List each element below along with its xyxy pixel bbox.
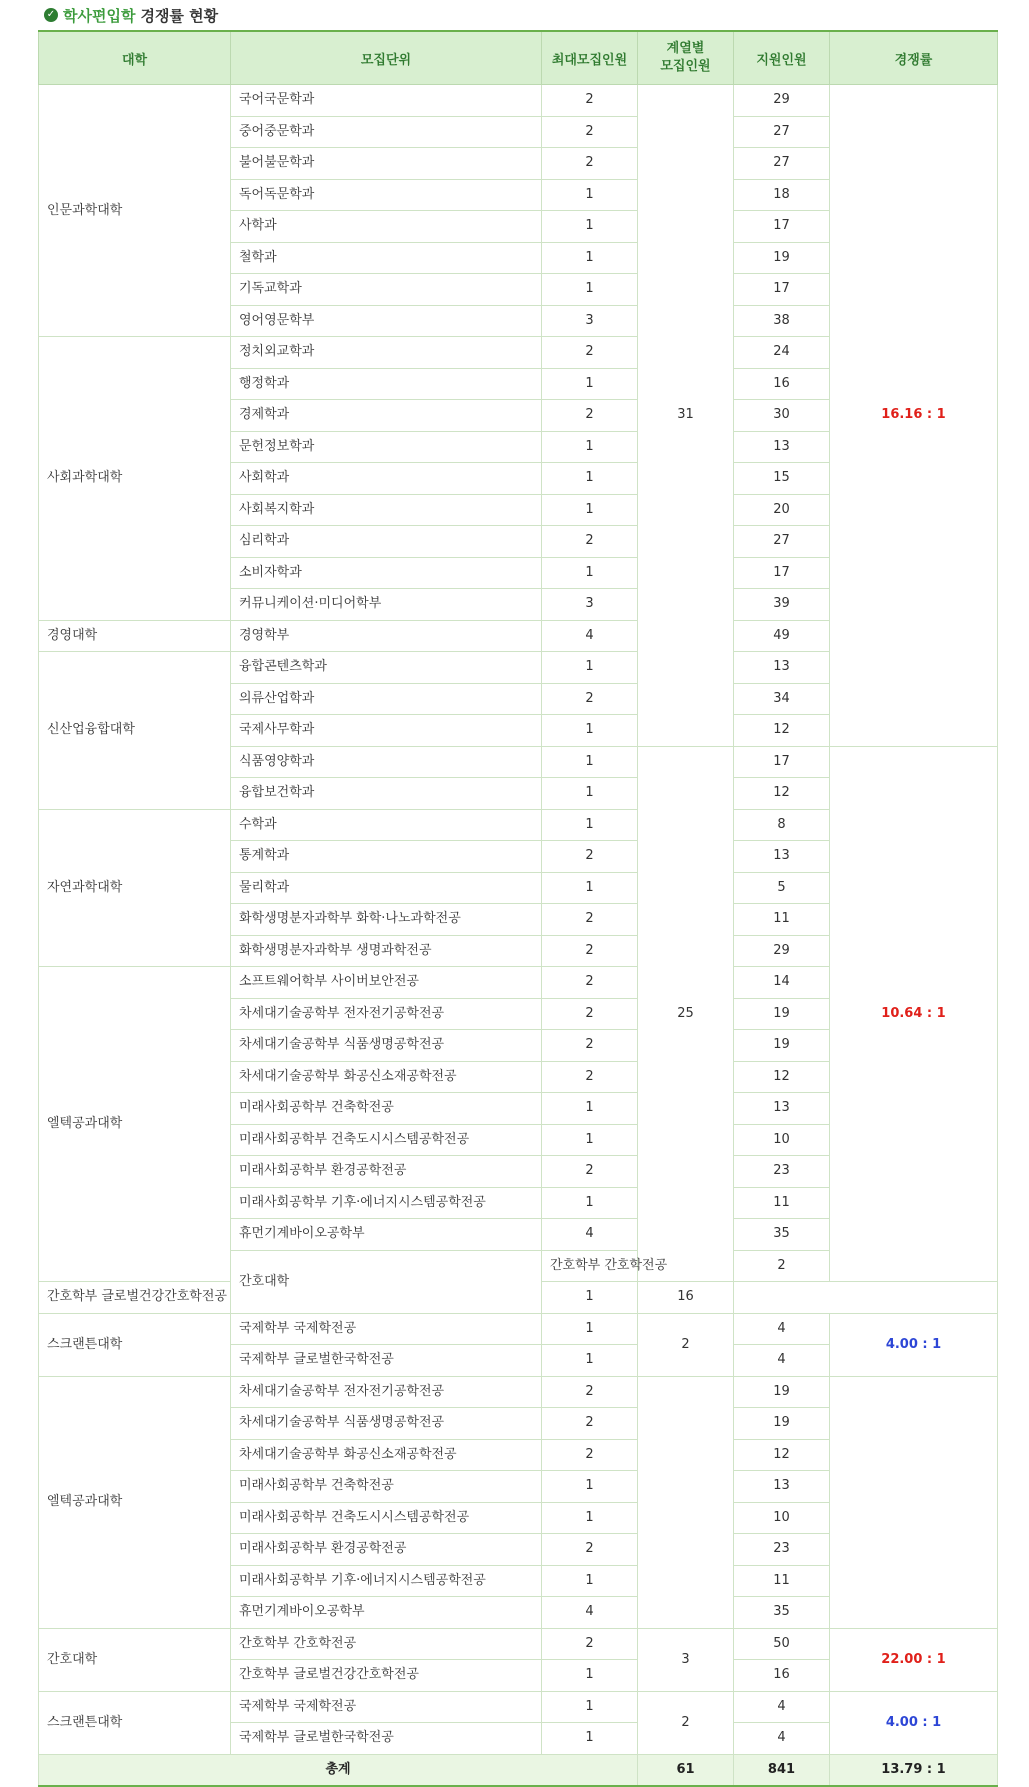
- unit-cell: 심리학과: [231, 526, 542, 558]
- unit-cell: 차세대기술공학부 전자전기공학전공: [231, 1376, 542, 1408]
- applicants-cell: 35: [734, 1219, 830, 1251]
- unit-cell: 미래사회공학부 건축학전공: [231, 1471, 542, 1503]
- unit-cell: 정치외교학과: [231, 337, 542, 369]
- max-cell: 1: [542, 746, 638, 778]
- applicants-cell: 19: [734, 1376, 830, 1408]
- applicants-cell: 27: [734, 116, 830, 148]
- applicants-cell: 29: [734, 85, 830, 117]
- college-cell: 엘텍공과대학: [39, 1376, 231, 1628]
- unit-cell: 기독교학과: [231, 274, 542, 306]
- max-cell: 4: [542, 1597, 638, 1629]
- heading-accent: 학사편입학: [63, 6, 136, 25]
- unit-cell: 식품영양학과: [231, 746, 542, 778]
- applicants-cell: 30: [734, 400, 830, 432]
- max-cell: 2: [542, 85, 638, 117]
- max-cell: 1: [542, 242, 638, 274]
- unit-cell: 영어영문학부: [231, 305, 542, 337]
- max-cell: 2: [542, 1439, 638, 1471]
- max-cell: 1: [542, 809, 638, 841]
- max-cell: 1: [542, 1691, 638, 1723]
- college-cell: 간호대학: [39, 1628, 231, 1691]
- unit-cell: 국제학부 국제학전공: [231, 1691, 542, 1723]
- college-cell: 인문과학대학: [39, 85, 231, 337]
- max-cell: 1: [542, 1471, 638, 1503]
- applicants-cell: 12: [734, 1439, 830, 1471]
- total-rate: 13.79 : 1: [830, 1754, 998, 1786]
- unit-cell: 소비자학과: [231, 557, 542, 589]
- applicants-cell: 4: [734, 1723, 830, 1755]
- max-cell: 1: [542, 1282, 638, 1314]
- max-cell: 2: [542, 1534, 638, 1566]
- college-cell: 자연과학대학: [39, 809, 231, 967]
- applicants-cell: 35: [734, 1597, 830, 1629]
- applicants-cell: 49: [734, 620, 830, 652]
- applicants-cell: 14: [734, 967, 830, 999]
- max-cell: 1: [542, 179, 638, 211]
- applicants-cell: 15: [734, 463, 830, 495]
- header-college: 대학: [39, 31, 231, 85]
- group-cell: 25: [638, 746, 734, 1282]
- max-cell: 2: [542, 1030, 638, 1062]
- unit-cell: 차세대기술공학부 전자전기공학전공: [231, 998, 542, 1030]
- unit-cell: 미래사회공학부 기후·에너지시스템공학전공: [231, 1565, 542, 1597]
- applicants-cell: 13: [734, 841, 830, 873]
- unit-cell: 독어독문학과: [231, 179, 542, 211]
- applicants-cell: 24: [734, 337, 830, 369]
- max-cell: 1: [542, 463, 638, 495]
- applicants-cell: 8: [734, 809, 830, 841]
- college-cell: 스크랜튼대학: [39, 1691, 231, 1754]
- applicants-cell: 34: [734, 683, 830, 715]
- max-cell: 2: [542, 526, 638, 558]
- applicants-cell: 19: [734, 1408, 830, 1440]
- max-cell: 2: [542, 1061, 638, 1093]
- max-cell: 1: [542, 778, 638, 810]
- college-cell: 스크랜튼대학: [39, 1313, 231, 1376]
- total-applicants: 841: [734, 1754, 830, 1786]
- applicants-cell: 11: [734, 1565, 830, 1597]
- total-group: 61: [638, 1754, 734, 1786]
- unit-cell: 간호학부 간호학전공: [231, 1628, 542, 1660]
- applicants-cell: 23: [734, 1534, 830, 1566]
- rate-cell: 22.00 : 1: [830, 1628, 998, 1691]
- max-cell: 2: [542, 1156, 638, 1188]
- max-cell: 3: [542, 589, 638, 621]
- unit-cell: 미래사회공학부 환경공학전공: [231, 1534, 542, 1566]
- unit-cell: 경제학과: [231, 400, 542, 432]
- max-cell: 2: [542, 935, 638, 967]
- max-cell: 1: [542, 1187, 638, 1219]
- unit-cell: 사학과: [231, 211, 542, 243]
- unit-cell: 휴먼기계바이오공학부: [231, 1597, 542, 1629]
- applicants-cell: 17: [734, 211, 830, 243]
- unit-cell: 통계학과: [231, 841, 542, 873]
- unit-cell: 국어국문학과: [231, 85, 542, 117]
- max-cell: 1: [542, 1723, 638, 1755]
- group-cell: 2: [638, 1313, 734, 1376]
- unit-cell: 차세대기술공학부 식품생명공학전공: [231, 1030, 542, 1062]
- unit-cell: 경영학부: [231, 620, 542, 652]
- max-cell: 2: [542, 1408, 638, 1440]
- applicants-cell: 38: [734, 305, 830, 337]
- max-cell: 2: [542, 148, 638, 180]
- applicants-cell: 13: [734, 652, 830, 684]
- applicants-cell: 17: [734, 274, 830, 306]
- header-unit: 모집단위: [231, 31, 542, 85]
- applicants-cell: 11: [734, 1187, 830, 1219]
- unit-cell: 융합콘텐츠학과: [231, 652, 542, 684]
- max-cell: 1: [542, 211, 638, 243]
- college-cell: 사회과학대학: [39, 337, 231, 621]
- applicants-cell: 13: [734, 1093, 830, 1125]
- heading-title: 경쟁률 현황: [140, 6, 219, 25]
- max-cell: 2: [542, 400, 638, 432]
- applicants-cell: 10: [734, 1124, 830, 1156]
- group-cell: 31: [638, 85, 734, 747]
- max-cell: 2: [542, 1376, 638, 1408]
- max-cell: 1: [542, 1565, 638, 1597]
- unit-cell: 화학생명분자과학부 화학·나노과학전공: [231, 904, 542, 936]
- unit-cell: 문헌정보학과: [231, 431, 542, 463]
- unit-cell: 간호학부 간호학전공: [542, 1250, 638, 1282]
- applicants-cell: 13: [734, 431, 830, 463]
- applicants-cell: 27: [734, 148, 830, 180]
- applicants-cell: 17: [734, 557, 830, 589]
- unit-cell: 의류산업학과: [231, 683, 542, 715]
- group-cell: 2: [638, 1691, 734, 1754]
- unit-cell: 불어불문학과: [231, 148, 542, 180]
- unit-cell: 미래사회공학부 건축도시시스템공학전공: [231, 1124, 542, 1156]
- max-cell: 4: [542, 1219, 638, 1251]
- applicants-cell: 12: [734, 715, 830, 747]
- unit-cell: 국제사무학과: [231, 715, 542, 747]
- applicants-cell: 12: [734, 1061, 830, 1093]
- applicants-cell: 13: [734, 1471, 830, 1503]
- applicants-cell: 4: [734, 1345, 830, 1377]
- max-cell: 1: [542, 1660, 638, 1692]
- max-cell: 2: [734, 1250, 830, 1282]
- applicants-cell: 19: [734, 1030, 830, 1062]
- applicants-cell: 19: [734, 998, 830, 1030]
- total-label: 총계: [39, 1754, 638, 1786]
- applicants-cell: 50: [734, 1628, 830, 1660]
- max-cell: 2: [542, 967, 638, 999]
- max-cell: 1: [542, 1093, 638, 1125]
- unit-cell: 사회학과: [231, 463, 542, 495]
- group-cell: 3: [638, 1628, 734, 1691]
- unit-cell: 간호학부 글로벌건강간호학전공: [231, 1660, 542, 1692]
- applicants-cell: 5: [734, 872, 830, 904]
- rate-cell: 4.00 : 1: [830, 1691, 998, 1754]
- max-cell: 2: [542, 683, 638, 715]
- max-cell: 1: [542, 1345, 638, 1377]
- rate-cell: [830, 1376, 998, 1628]
- rate-cell: 16.16 : 1: [830, 85, 998, 747]
- unit-cell: 미래사회공학부 기후·에너지시스템공학전공: [231, 1187, 542, 1219]
- table-body: [39, 85, 998, 1755]
- unit-cell: 커뮤니케이션·미디어학부: [231, 589, 542, 621]
- header-rate: 경쟁률: [830, 31, 998, 85]
- unit-cell: 미래사회공학부 건축학전공: [231, 1093, 542, 1125]
- college-cell: 신산업융합대학: [39, 652, 231, 810]
- max-cell: 1: [542, 494, 638, 526]
- max-cell: 2: [542, 116, 638, 148]
- unit-cell: 행정학과: [231, 368, 542, 400]
- applicants-cell: 29: [734, 935, 830, 967]
- check-circle-icon: ✓: [44, 8, 58, 22]
- unit-cell: 화학생명분자과학부 생명과학전공: [231, 935, 542, 967]
- applicants-cell: 11: [734, 904, 830, 936]
- applicants-cell: 27: [734, 526, 830, 558]
- college-cell: 경영대학: [39, 620, 231, 652]
- max-cell: 2: [542, 1628, 638, 1660]
- total-row: [39, 1754, 998, 1786]
- applicants-cell: 16: [638, 1282, 734, 1314]
- max-cell: 1: [542, 1124, 638, 1156]
- max-cell: 2: [542, 904, 638, 936]
- header-group: 계열별 모집인원: [638, 31, 734, 85]
- table-row: [39, 1691, 998, 1723]
- header-applicants: 지원인원: [734, 31, 830, 85]
- section-heading: [0, 0, 1029, 30]
- max-cell: 3: [542, 305, 638, 337]
- table-header: [39, 31, 998, 85]
- table-row: [39, 1313, 998, 1345]
- applicants-cell: 12: [734, 778, 830, 810]
- max-cell: 1: [542, 1313, 638, 1345]
- unit-cell: 국제학부 글로벌한국학전공: [231, 1723, 542, 1755]
- unit-cell: 미래사회공학부 환경공학전공: [231, 1156, 542, 1188]
- header-max: 최대모집인원: [542, 31, 638, 85]
- unit-cell: 간호학부 글로벌건강간호학전공: [39, 1282, 231, 1314]
- applicants-cell: 19: [734, 242, 830, 274]
- rate-cell: 4.00 : 1: [830, 1313, 998, 1376]
- max-cell: 1: [542, 652, 638, 684]
- max-cell: 1: [542, 715, 638, 747]
- max-cell: 1: [542, 368, 638, 400]
- max-cell: 4: [542, 620, 638, 652]
- unit-cell: 사회복지학과: [231, 494, 542, 526]
- table-row: [39, 85, 998, 117]
- max-cell: 1: [542, 274, 638, 306]
- competition-table: [38, 30, 998, 1787]
- unit-cell: 수학과: [231, 809, 542, 841]
- group-cell: [638, 1376, 734, 1628]
- unit-cell: 융합보건학과: [231, 778, 542, 810]
- unit-cell: 소프트웨어학부 사이버보안전공: [231, 967, 542, 999]
- unit-cell: 차세대기술공학부 화공신소재공학전공: [231, 1061, 542, 1093]
- max-cell: 2: [542, 998, 638, 1030]
- max-cell: 2: [542, 841, 638, 873]
- applicants-cell: 10: [734, 1502, 830, 1534]
- unit-cell: 국제학부 국제학전공: [231, 1313, 542, 1345]
- unit-cell: 철학과: [231, 242, 542, 274]
- applicants-cell: 17: [734, 746, 830, 778]
- unit-cell: 휴먼기계바이오공학부: [231, 1219, 542, 1251]
- unit-cell: 차세대기술공학부 화공신소재공학전공: [231, 1439, 542, 1471]
- max-cell: 2: [542, 337, 638, 369]
- unit-cell: 국제학부 글로벌한국학전공: [231, 1345, 542, 1377]
- applicants-cell: 20: [734, 494, 830, 526]
- max-cell: 1: [542, 872, 638, 904]
- rate-cell: 10.64 : 1: [830, 746, 998, 1282]
- max-cell: 1: [542, 1502, 638, 1534]
- applicants-cell: 4: [734, 1313, 830, 1345]
- unit-cell: 미래사회공학부 건축도시시스템공학전공: [231, 1502, 542, 1534]
- table-row: [39, 1628, 998, 1660]
- applicants-cell: 4: [734, 1691, 830, 1723]
- applicants-cell: 18: [734, 179, 830, 211]
- applicants-cell: 23: [734, 1156, 830, 1188]
- college-cell: 엘텍공과대학: [39, 967, 231, 1282]
- max-cell: 1: [542, 431, 638, 463]
- applicants-cell: 39: [734, 589, 830, 621]
- applicants-cell: 16: [734, 368, 830, 400]
- unit-cell: 차세대기술공학부 식품생명공학전공: [231, 1408, 542, 1440]
- college-cell: 간호대학: [231, 1250, 542, 1313]
- applicants-cell: 16: [734, 1660, 830, 1692]
- table-row: [39, 1376, 998, 1408]
- max-cell: 1: [542, 557, 638, 589]
- unit-cell: 물리학과: [231, 872, 542, 904]
- unit-cell: 중어중문학과: [231, 116, 542, 148]
